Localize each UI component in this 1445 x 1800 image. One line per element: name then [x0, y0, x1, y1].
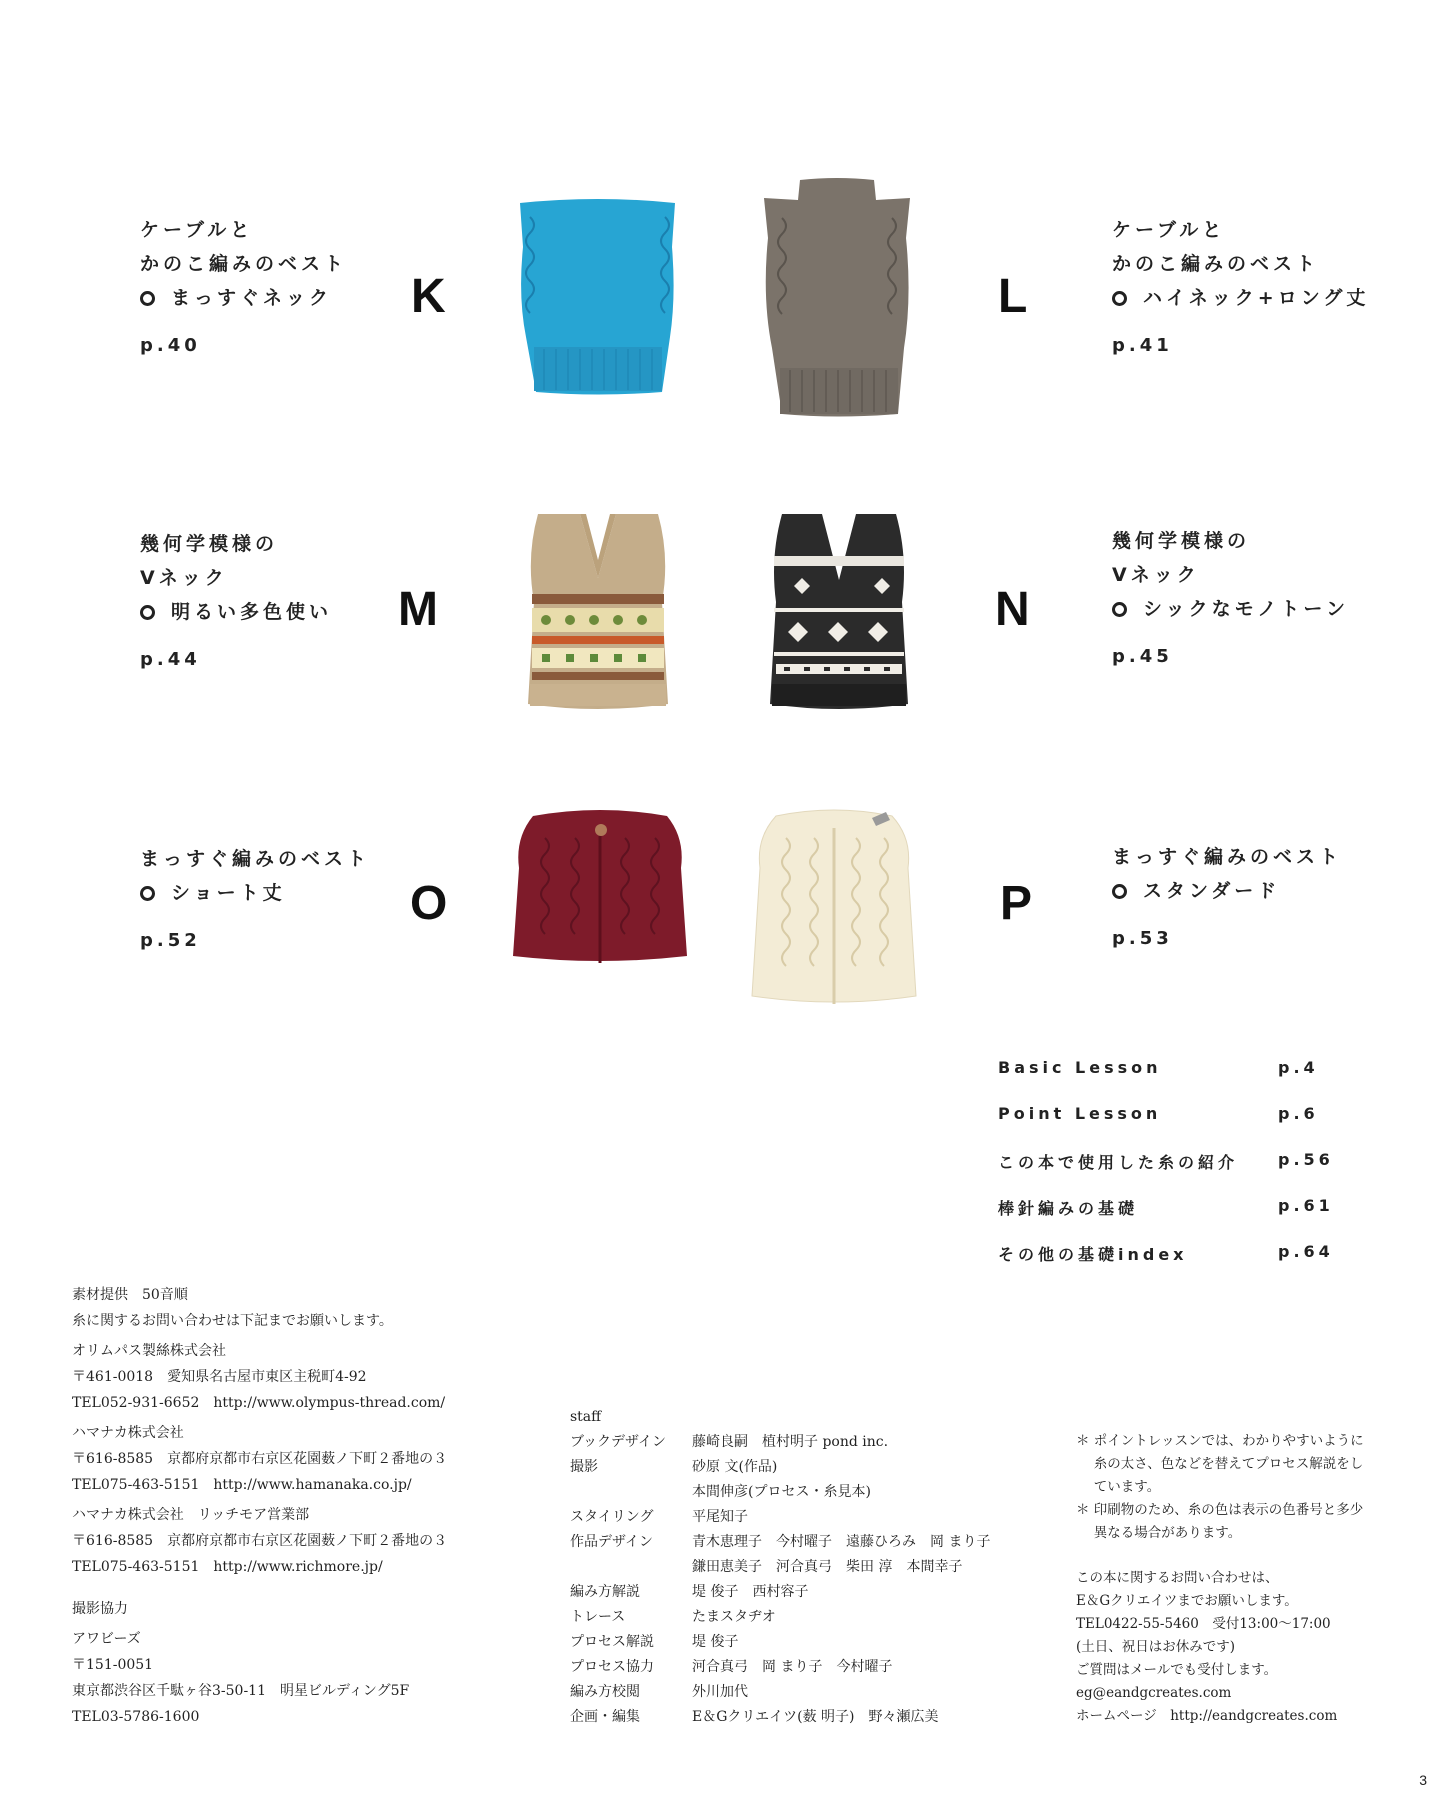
- toc-label: この本で使用した糸の紹介: [998, 1153, 1239, 1172]
- entry-k-title-line-2: かのこ編みのベスト: [140, 253, 348, 275]
- vest-k-image: [510, 197, 685, 397]
- toc-row[interactable]: [998, 1104, 1338, 1150]
- company-tel[interactable]: TEL075-463-5151 http://www.richmore.jp/: [72, 1559, 383, 1575]
- toc-page: p.6: [1278, 1104, 1319, 1123]
- note-line: ています。: [1076, 1479, 1161, 1495]
- entry-l-subtitle: [1112, 281, 1372, 315]
- entry-l: [1112, 213, 1372, 356]
- staff-row: [570, 1630, 1030, 1655]
- materials-heading: 素材提供 50音順: [72, 1287, 188, 1303]
- entry-l-page: p.41: [1112, 335, 1173, 356]
- staff-role: プロセス解説: [570, 1634, 654, 1650]
- vest-n-image: [764, 512, 914, 712]
- contact-line: (土日、祝日はお休みです): [1076, 1639, 1236, 1655]
- bullet-icon: [1112, 602, 1127, 617]
- bullet-icon: [140, 291, 155, 306]
- staff-row: [570, 1455, 1030, 1480]
- photo-coop-name: アワビーズ: [72, 1631, 141, 1647]
- vest-m-image: [522, 512, 674, 712]
- photo-coop-address: 東京都渋谷区千駄ヶ谷3-50-11 明星ビルディング5F: [72, 1683, 410, 1699]
- staff-role: [570, 1555, 692, 1580]
- toc-row[interactable]: [998, 1196, 1338, 1242]
- entry-p-title-line-1: まっすぐ編みのベスト: [1112, 846, 1343, 868]
- staff-row: [570, 1430, 1030, 1455]
- photo-coop-tel: TEL03-5786-1600: [72, 1709, 200, 1725]
- entry-m-title-line-2: Vネック: [140, 567, 228, 589]
- staff-role: プロセス協力: [570, 1659, 654, 1675]
- entry-n-title-line-1: 幾何学模様の: [1112, 530, 1251, 552]
- entry-p: [1112, 840, 1372, 949]
- toc-page: p.61: [1278, 1196, 1334, 1215]
- contact-email[interactable]: eg@eandgcreates.com: [1076, 1685, 1232, 1701]
- staff-role: 撮影: [570, 1459, 598, 1475]
- company-tel[interactable]: TEL075-463-5151 http://www.hamanaka.co.jp/: [72, 1477, 412, 1493]
- contact-line: E＆Gクリエイツまでお願いします。: [1076, 1593, 1298, 1609]
- entry-p-subtitle: [1112, 874, 1372, 908]
- staff-role: トレース: [570, 1609, 626, 1625]
- staff-row: [570, 1655, 1030, 1680]
- entry-o-subtitle: [140, 876, 400, 910]
- staff-row: [570, 1680, 1030, 1705]
- toc-page: p.56: [1278, 1150, 1334, 1169]
- toc-page: p.64: [1278, 1242, 1334, 1261]
- staff-names: 外川加代: [692, 1684, 748, 1700]
- entry-m: [140, 527, 400, 670]
- staff-names: 堤 俊子 西村容子: [692, 1584, 809, 1600]
- vest-l-image: [752, 178, 922, 418]
- contact-line: ご質問はメールでも受付します。: [1076, 1662, 1278, 1678]
- entry-n-subtitle-text: シックなモノトーン: [1143, 598, 1350, 620]
- company-address: 〒616-8585 京都府京都市右京区花園薮ノ下町２番地の３: [72, 1533, 448, 1549]
- staff-names: 鎌田恵美子 河合真弓 柴田 淳 本間幸子: [692, 1559, 963, 1575]
- letter-l: L: [998, 270, 1028, 323]
- toc-label: その他の基礎index: [998, 1245, 1188, 1264]
- entry-m-title-line-1: 幾何学模様の: [140, 533, 279, 555]
- notes-section: [1076, 1430, 1431, 1728]
- staff-role: 編み方解説: [570, 1584, 640, 1600]
- letter-k: K: [411, 270, 446, 323]
- bullet-icon: [1112, 884, 1127, 899]
- staff-heading: [570, 1405, 1030, 1430]
- staff-names: 河合真弓 岡 まり子 今村曜子: [692, 1659, 893, 1675]
- entry-l-title-line-1: ケーブルと: [1112, 219, 1226, 241]
- bullet-icon: [1112, 291, 1127, 306]
- entry-o-title-line-1: まっすぐ編みのベスト: [140, 848, 371, 870]
- bullet-icon: [140, 605, 155, 620]
- toc-row[interactable]: [998, 1242, 1338, 1288]
- staff-names: 本間伸彦(プロセス・糸見本): [692, 1484, 871, 1500]
- entry-m-subtitle: [140, 595, 400, 629]
- entry-k-subtitle: [140, 281, 400, 315]
- company-address: 〒616-8585 京都府京都市右京区花園薮ノ下町２番地の３: [72, 1451, 448, 1467]
- staff-role: 作品デザイン: [570, 1534, 654, 1550]
- note-line: 糸の太さ、色などを替えてプロセス解説をし: [1076, 1456, 1364, 1472]
- letter-m: M: [398, 583, 438, 636]
- contact-homepage[interactable]: ホームページ http://eandgcreates.com: [1076, 1708, 1338, 1724]
- note-line: 異なる場合があります。: [1076, 1525, 1242, 1541]
- vest-o-image: [505, 808, 695, 968]
- entry-l-subtitle-text: ハイネック+ロング丈: [1143, 287, 1370, 309]
- staff-role: [570, 1480, 692, 1505]
- contact-tel: TEL0422-55-5460 受付13:00～17:00: [1076, 1616, 1331, 1632]
- company-address: 〒461-0018 愛知県名古屋市東区主税町4-92: [72, 1369, 367, 1385]
- company-name: オリムパス製絲株式会社: [72, 1343, 226, 1359]
- staff-names: E＆Gクリエイツ(薮 明子) 野々瀬広美: [692, 1709, 939, 1725]
- entry-p-subtitle-text: スタンダード: [1143, 880, 1281, 902]
- staff-names: 堤 俊子: [692, 1634, 739, 1650]
- staff-names: 藤崎良嗣 植村明子 pond inc.: [692, 1434, 889, 1450]
- materials-note: 糸に関するお問い合わせは下記までお願いします。: [72, 1313, 393, 1329]
- company-name: ハマナカ株式会社 リッチモア営業部: [72, 1507, 310, 1523]
- note-line: ＊ 印刷物のため、糸の色は表示の色番号と多少: [1076, 1502, 1364, 1518]
- toc-label: Point Lesson: [998, 1104, 1162, 1123]
- entry-n-title-line-2: Vネック: [1112, 564, 1200, 586]
- staff-names: 青木恵理子 今村曜子 遠藤ひろみ 岡 まり子: [692, 1534, 991, 1550]
- staff-names: 平尾知子: [692, 1509, 748, 1525]
- entry-n-page: p.45: [1112, 646, 1173, 667]
- staff-row: [570, 1530, 1030, 1555]
- contact-line: この本に関するお問い合わせは、: [1076, 1570, 1279, 1586]
- toc-label: Basic Lesson: [998, 1058, 1162, 1077]
- letter-n: N: [995, 583, 1030, 636]
- staff-section: [570, 1405, 1030, 1730]
- letter-o: O: [410, 877, 448, 930]
- vest-p-image: [742, 808, 927, 1008]
- entry-o-page: p.52: [140, 930, 201, 951]
- entry-n: [1112, 524, 1372, 667]
- staff-row: [570, 1705, 1030, 1730]
- toc-page: p.4: [1278, 1058, 1319, 1077]
- entry-o-subtitle-text: ショート丈: [171, 882, 286, 904]
- toc-row[interactable]: [998, 1058, 1338, 1104]
- photo-coop-heading: 撮影協力: [72, 1601, 128, 1617]
- entry-o: [140, 842, 400, 951]
- staff-role: 編み方校閲: [570, 1684, 640, 1700]
- staff-row: [570, 1580, 1030, 1605]
- company-tel[interactable]: TEL052-931-6652 http://www.olympus-thread.com/: [72, 1395, 446, 1411]
- entry-m-page: p.44: [140, 649, 201, 670]
- bullet-icon: [140, 886, 155, 901]
- staff-heading-text: staff: [570, 1409, 602, 1425]
- company-name: ハマナカ株式会社: [72, 1425, 184, 1441]
- entry-k: [140, 213, 400, 356]
- entry-k-page: p.40: [140, 335, 201, 356]
- entry-p-page: p.53: [1112, 928, 1173, 949]
- staff-names: たまスタヂオ: [692, 1609, 776, 1625]
- toc-row[interactable]: [998, 1150, 1338, 1196]
- entry-l-title-line-2: かのこ編みのベスト: [1112, 253, 1320, 275]
- entry-n-subtitle: [1112, 592, 1372, 626]
- staff-role: 企画・編集: [570, 1709, 640, 1725]
- page-number: 3: [1419, 1772, 1427, 1788]
- entry-k-title-line-1: ケーブルと: [140, 219, 254, 241]
- entry-k-subtitle-text: まっすぐネック: [171, 287, 333, 309]
- letter-p: P: [1000, 877, 1033, 930]
- staff-role: スタイリング: [570, 1509, 654, 1525]
- staff-role: ブックデザイン: [570, 1434, 667, 1450]
- materials-section: [72, 1282, 552, 1730]
- entry-m-subtitle-text: 明るい多色使い: [171, 601, 333, 623]
- note-line: ＊ ポイントレッスンでは、わかりやすいように: [1076, 1433, 1364, 1449]
- staff-row: [570, 1605, 1030, 1630]
- photo-coop-zip: 〒151-0051: [72, 1657, 154, 1673]
- staff-row: [570, 1480, 1030, 1505]
- staff-row: [570, 1555, 1030, 1580]
- staff-names: 砂原 文(作品): [692, 1459, 778, 1475]
- staff-row: [570, 1505, 1030, 1530]
- table-of-contents: [998, 1058, 1338, 1288]
- toc-label: 棒針編みの基礎: [998, 1199, 1139, 1218]
